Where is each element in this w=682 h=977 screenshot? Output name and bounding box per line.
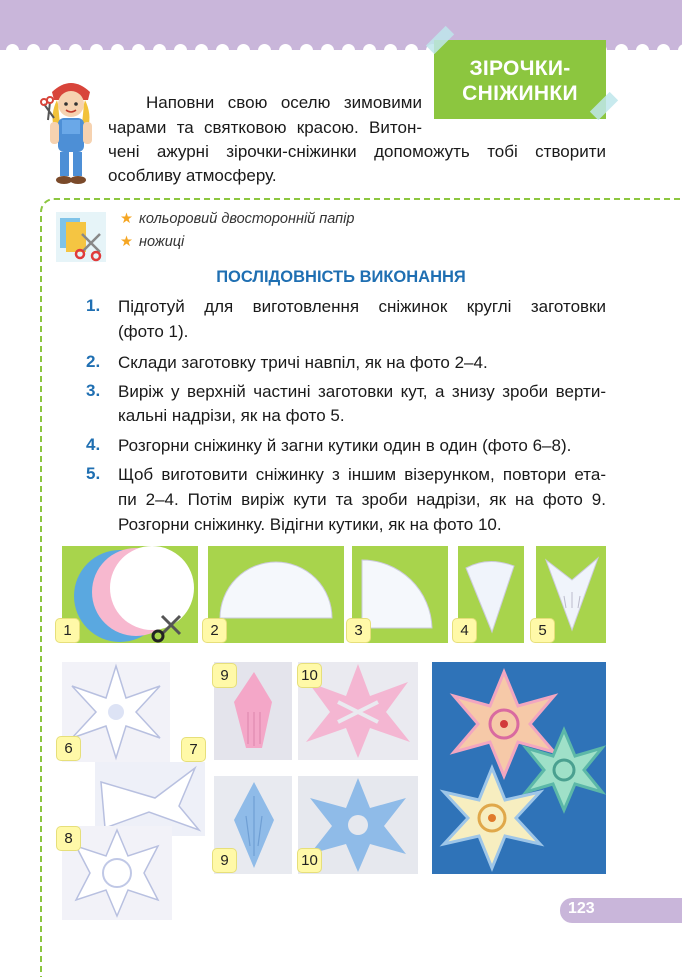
photo-number-badge: 10 bbox=[297, 848, 322, 873]
photo-number-badge: 4 bbox=[452, 618, 477, 643]
step-text: Виріж у верхній частині заготовки кут, а знизу зроби верти- bbox=[118, 382, 606, 401]
photo-2 bbox=[208, 546, 344, 643]
step-text: пи 2–4. Потім виріж кути та зроби надрізи, як на фото 9. bbox=[118, 490, 606, 509]
lesson-title bbox=[434, 40, 606, 119]
step-text: кальні надрізи, як на фото 5. bbox=[118, 406, 345, 425]
step-text: Розгорни сніжинку й загни кутики один в один (фото 6–8). bbox=[118, 436, 572, 455]
header-dot bbox=[615, 44, 628, 57]
photo-number-badge: 10 bbox=[297, 663, 322, 688]
photo-number-badge: 2 bbox=[202, 618, 227, 643]
header-dot bbox=[279, 44, 292, 57]
page-number: 123 bbox=[568, 900, 595, 917]
header-dot bbox=[174, 44, 187, 57]
step-number: 1. bbox=[86, 296, 101, 315]
photo-number-badge: 6 bbox=[56, 736, 81, 761]
girl-mascot-illustration bbox=[38, 78, 104, 186]
step-text: Підготуй для виготовлення сніжинок круглі заготовки bbox=[118, 297, 606, 316]
step-text: (фото 1). bbox=[118, 322, 189, 341]
header-dot bbox=[363, 44, 376, 57]
header-dot bbox=[216, 44, 229, 57]
folding-corners-image bbox=[95, 762, 205, 836]
photo-7 bbox=[95, 762, 205, 836]
photo-1 bbox=[62, 546, 198, 643]
half-circle-image bbox=[208, 546, 344, 643]
header-dot bbox=[321, 44, 334, 57]
star-icon: ★ bbox=[120, 234, 133, 250]
star-icon: ★ bbox=[120, 211, 133, 227]
intro-line-2: чарами та святковою красою. Витон- bbox=[108, 118, 422, 137]
step-text: Розгорни сніжинку. Відігни кутики, як на фото 10. bbox=[118, 515, 502, 534]
sequence-title: ПОСЛІДОВНІСТЬ ВИКОНАННЯ bbox=[216, 268, 466, 286]
step-number: 3. bbox=[86, 381, 101, 400]
header-dot bbox=[69, 44, 82, 57]
header-dot bbox=[132, 44, 145, 57]
photo-finished-snowflakes bbox=[432, 662, 606, 874]
paper-circles-image bbox=[62, 546, 198, 643]
header-dot bbox=[153, 44, 166, 57]
header-dot bbox=[195, 44, 208, 57]
step-text: Склади заготовку тричі навпіл, як на фото 2–4. bbox=[118, 353, 488, 372]
step-number: 4. bbox=[86, 435, 101, 454]
photo-number-badge: 1 bbox=[55, 618, 80, 643]
colored-snowflakes-image bbox=[432, 662, 606, 874]
header-dot bbox=[258, 44, 271, 57]
photo-number-badge: 5 bbox=[530, 618, 555, 643]
material-label: ножиці bbox=[139, 234, 185, 250]
photo-number-badge: 3 bbox=[346, 618, 371, 643]
lesson-title-line2: СНІЖИНКИ bbox=[462, 82, 578, 105]
header-dot bbox=[27, 44, 40, 57]
header-dot bbox=[678, 44, 682, 57]
step-number: 5. bbox=[86, 464, 101, 483]
photo-number-badge: 7 bbox=[181, 737, 206, 762]
header-dot bbox=[111, 44, 124, 57]
scissors-paper-icon bbox=[56, 212, 106, 262]
photo-number-badge: 9 bbox=[212, 848, 237, 873]
header-dot bbox=[405, 44, 418, 57]
intro-line-4: особливу атмосферу. bbox=[108, 166, 277, 185]
intro-line-3: чені ажурні зірочки-сніжинки допоможуть тобі створити bbox=[108, 142, 606, 161]
intro-line-1: Наповни свою оселю зимовими bbox=[146, 93, 422, 112]
header-dot bbox=[657, 44, 670, 57]
header-dot bbox=[90, 44, 103, 57]
header-dot bbox=[384, 44, 397, 57]
photo-number-badge: 8 bbox=[56, 826, 81, 851]
header-dot bbox=[636, 44, 649, 57]
photo-number-badge: 9 bbox=[212, 663, 237, 688]
material-label: кольоровий двосторонній папір bbox=[139, 211, 355, 227]
lesson-title-line1: ЗІРОЧКИ- bbox=[469, 57, 571, 80]
step-number: 2. bbox=[86, 352, 101, 371]
step-text: Щоб виготовити сніжинку з іншим візерунком, повтори ета- bbox=[118, 465, 606, 484]
header-dot bbox=[48, 44, 61, 57]
header-dot bbox=[300, 44, 313, 57]
header-dot bbox=[6, 44, 19, 57]
header-dot bbox=[342, 44, 355, 57]
material-item bbox=[120, 234, 184, 250]
header-dot bbox=[237, 44, 250, 57]
material-item bbox=[120, 211, 354, 227]
